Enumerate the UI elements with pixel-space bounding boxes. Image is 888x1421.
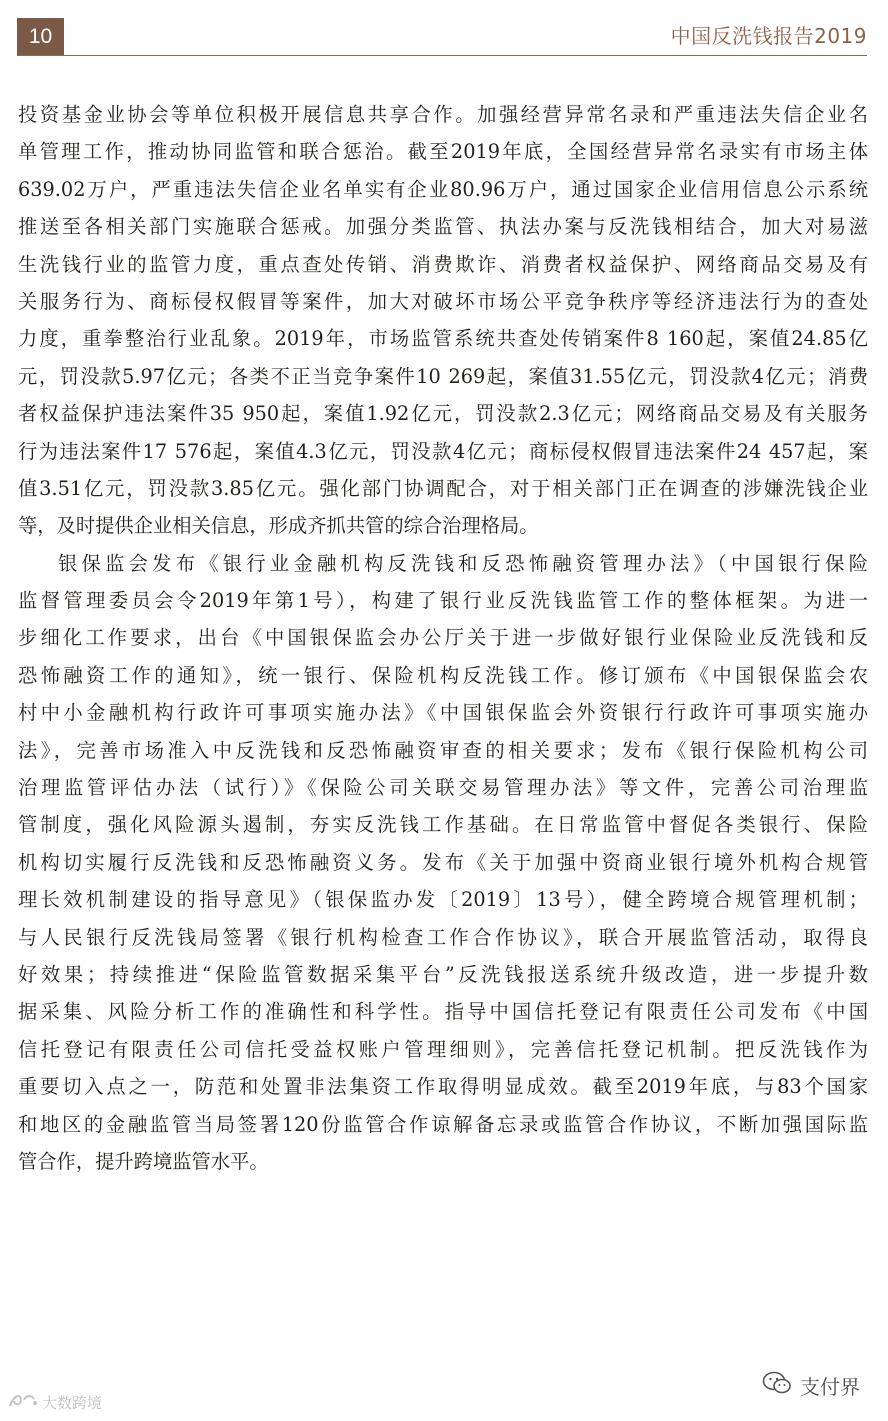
text-line: 值3.51亿元，罚没款3.85亿元。强化部门协调配合，对于相关部门正在调查的涉嫌洗钱企业 [18,476,868,500]
text-line: 与人民银行反洗钱局签署《银行机构检查工作合作协议》，联合开展监管活动，取得良 [18,925,868,949]
text-line: 元，罚没款5.97亿元；各类不正当竞争案件10 269起，案值31.55亿元，罚没款4亿元；消费 [18,364,868,388]
text-line: 推送至各相关部门实施联合惩戒。加强分类监管、执法办案与反洗钱相结合，加大对易滋 [18,215,868,239]
body-text [18,96,868,1180]
watermark-right-text: 支付界 [800,1375,860,1399]
watermark-left-text: 大数跨境 [42,1393,103,1412]
text-line: 村中小金融机构行政许可事项实施办法》《中国银保监会外资银行行政许可事项实施办 [18,701,868,725]
text-line: 管制度，强化风险源头遏制，夯实反洗钱工作基础。在日常监管中督促各类银行、保险 [18,813,868,837]
text-line: 银保监会发布《银行业金融机构反洗钱和反恐怖融资管理办法》（中国银行保险 [58,551,868,575]
page-header [17,18,867,56]
text-line: 力度，重拳整治行业乱象。2019年，市场监管系统共查处传销案件8 160起，案值24.85亿 [18,327,868,351]
text-line: 理长效机制建设的指导意见》（银保监办发〔2019〕13号），健全跨境合规管理机制； [18,888,868,912]
text-line: 单管理工作，推动协同监管和联合惩治。截至2019年底，全国经营异常名录实有市场主体 [18,140,868,164]
text-line: 者权益保护违法案件35 950起，案值1.92亿元，罚没款2.3亿元；网络商品交易及有关服务 [18,402,868,426]
text-line: 好效果；持续推进“保险监管数据采集平台”反洗钱报送系统升级改造，进一步提升数 [18,962,868,986]
text-line: 治理监管评估办法（试行）》《保险公司关联交易管理办法》等文件，完善公司治理监 [18,776,868,800]
text-line: 法》，完善市场准入中反洗钱和反恐怖融资审查的相关要求；发布《银行保险机构公司 [18,738,868,762]
header-title: 中国反洗钱报告2019 [670,24,867,48]
text-line: 关服务行为、商标侵权假冒等案件，加大对破坏市场公平竞争秩序等经济违法行为的查处 [18,289,868,313]
text-line: 信托登记有限责任公司信托受益权账户管理细则》，完善信托登记机制。把反洗钱作为 [18,1037,868,1061]
text-line: 等，及时提供企业相关信息，形成齐抓共管的综合治理格局。 [18,514,539,538]
text-line: 监督管理委员会令2019年第1号），构建了银行业反洗钱监管工作的整体框架。为进一 [18,589,868,613]
text-line: 投资基金业协会等单位积极开展信息共享合作。加强经营异常名录和严重违法失信企业名 [18,103,868,126]
text-line: 重要切入点之一，防范和处置非法集资工作取得明显成效。截至2019年底，与83个国家 [18,1075,868,1099]
text-line: 和地区的金融监管当局签署120份监管合作谅解备忘录或监管合作协议，不断加强国际监 [18,1112,868,1136]
watermark-paymentworld [762,1370,860,1401]
watermark-dashu [8,1391,102,1413]
text-line: 管合作，提升跨境监管水平。 [18,1149,269,1173]
text-line: 639.02万户，严重违法失信企业名单实有企业80.96万户，通过国家企业信用信息公示系统 [18,177,868,201]
paragraph [18,96,868,545]
wechat-icon [762,1370,792,1401]
text-line: 生洗钱行业的监管力度，重点查处传销、消费欺诈、消费者权益保护、网络商品交易及有 [18,252,868,276]
text-line: 恐怖融资工作的通知》，统一银行、保险机构反洗钱工作。修订颁布《中国银保监会农 [18,663,868,687]
page-number: 10 [17,18,64,56]
dashu-logo-icon [8,1391,38,1413]
paragraph [18,545,868,1181]
text-line: 步细化工作要求，出台《中国银保监会办公厅关于进一步做好银行业保险业反洗钱和反 [18,626,868,650]
text-line: 行为违法案件17 576起，案值4.3亿元，罚没款4亿元；商标侵权假冒违法案件24 457起，案 [18,439,868,463]
text-line: 机构切实履行反洗钱和反恐怖融资义务。发布《关于加强中资商业银行境外机构合规管 [18,850,868,874]
text-line: 据采集、风险分析工作的准确性和科学性。指导中国信托登记有限责任公司发布《中国 [18,1000,868,1024]
header-divider [17,55,867,56]
